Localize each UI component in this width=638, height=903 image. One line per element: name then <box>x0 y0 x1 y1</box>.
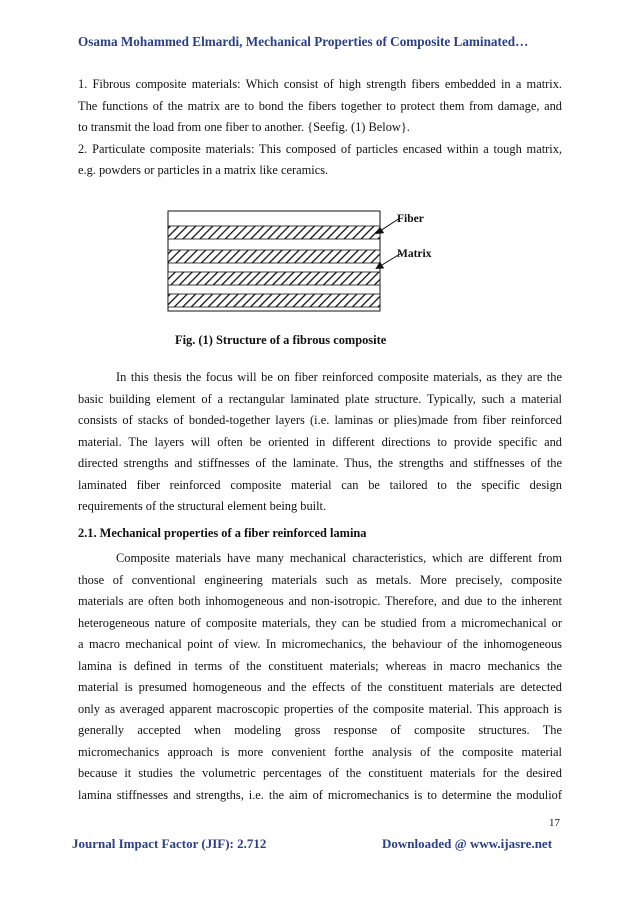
text-line: micromechanics approach is more convenient forthe analysis of the composite material <box>78 744 562 759</box>
section-heading: 2.1. Mechanical properties of a fiber reinforced lamina <box>78 526 367 540</box>
text-line: lamina is defined in terms of the constituent materials; whereas in macro mechanics the <box>78 658 562 673</box>
text-line: those of conventional engineering materials such as metals. More precisely, composite <box>78 572 562 587</box>
text-line: because it studies the volumetric percentages of the constituent materials for the desired <box>78 766 562 780</box>
text-line: lamina stiffnesses and strengths, i.e. the aim of micromechanics is to determine the moduliof <box>78 787 562 802</box>
text-line: 1. Fibrous composite materials: Which consist of high strength fibers embedded in a matrix. <box>78 77 562 91</box>
text-line: generally accepted when modeling gross response of composite structures. The <box>78 723 562 737</box>
footer-download-link[interactable]: Downloaded @ www.ijasre.net <box>382 836 553 851</box>
text-line: In this thesis the focus will be on fiber reinforced composite materials, as they are the <box>116 370 562 384</box>
text-line: basic building element of a rectangular laminated plate structure. Typically, such a material <box>78 391 562 406</box>
fiber-layer <box>168 250 380 263</box>
text-line: e.g. powders or particles in a matrix like ceramics. <box>78 163 329 177</box>
text-line: material. The layers will often be oriented in different directions to provide specific and <box>78 434 562 449</box>
running-header: Osama Mohammed Elmardi, Mechanical Properties of Composite Laminated… <box>78 34 529 49</box>
footer-impact-factor: Journal Impact Factor (JIF): 2.712 <box>72 836 267 851</box>
text-line: 2. Particulate composite materials: This composed of particles encased within a tough matrix, <box>78 141 562 156</box>
matrix-label: Matrix <box>397 248 432 260</box>
text-line: to transmit the load from one fiber to another. {Seefig. (1) Below}. <box>78 120 410 134</box>
page-number: 17 <box>549 817 560 829</box>
text-line: consists of stacks of bonded-together layers (i.e. laminas or plies)made from fiber reinforced <box>78 413 562 427</box>
fiber-layer <box>168 226 380 239</box>
text-line: material is presumed homogeneous and the effects of the constituent materials are detected <box>78 680 562 694</box>
list-item-fibrous <box>78 74 562 182</box>
paragraph-section <box>78 548 562 806</box>
text-line: laminated fiber reinforced composite material can be tailored to the specific design <box>78 477 562 492</box>
text-line: directed strengths and stiffnesses of the laminate. Thus, the strengths and stiffnesses of the <box>78 456 562 470</box>
laminate-figure <box>160 210 450 316</box>
text-line: a macro mechanical point of view. In micromechanics, the behaviour of the inhomogeneous <box>78 637 562 651</box>
text-line: heterogeneous nature of composite materials, they can be studied from a micromechanical or <box>78 615 562 630</box>
text-line: only as averaged apparent macroscopic properties of the composite material. This approach is <box>78 701 562 716</box>
text-line: materials are often both inhomogeneous and non-isotropic. Therefore, and due to the inherent <box>78 594 562 608</box>
fiber-layer <box>168 294 380 307</box>
figure-caption: Fig. (1) Structure of a fibrous composite <box>175 333 387 347</box>
fiber-label: Fiber <box>397 213 424 225</box>
text-line: Composite materials have many mechanical characteristics, which are different from <box>116 551 562 565</box>
paragraph-thesis <box>78 367 562 518</box>
text-line: requirements of the structural element being built. <box>78 499 327 513</box>
text-line: The functions of the matrix are to bond the fibers together to protect them from damage, and <box>78 98 562 113</box>
fiber-layer <box>168 272 380 285</box>
